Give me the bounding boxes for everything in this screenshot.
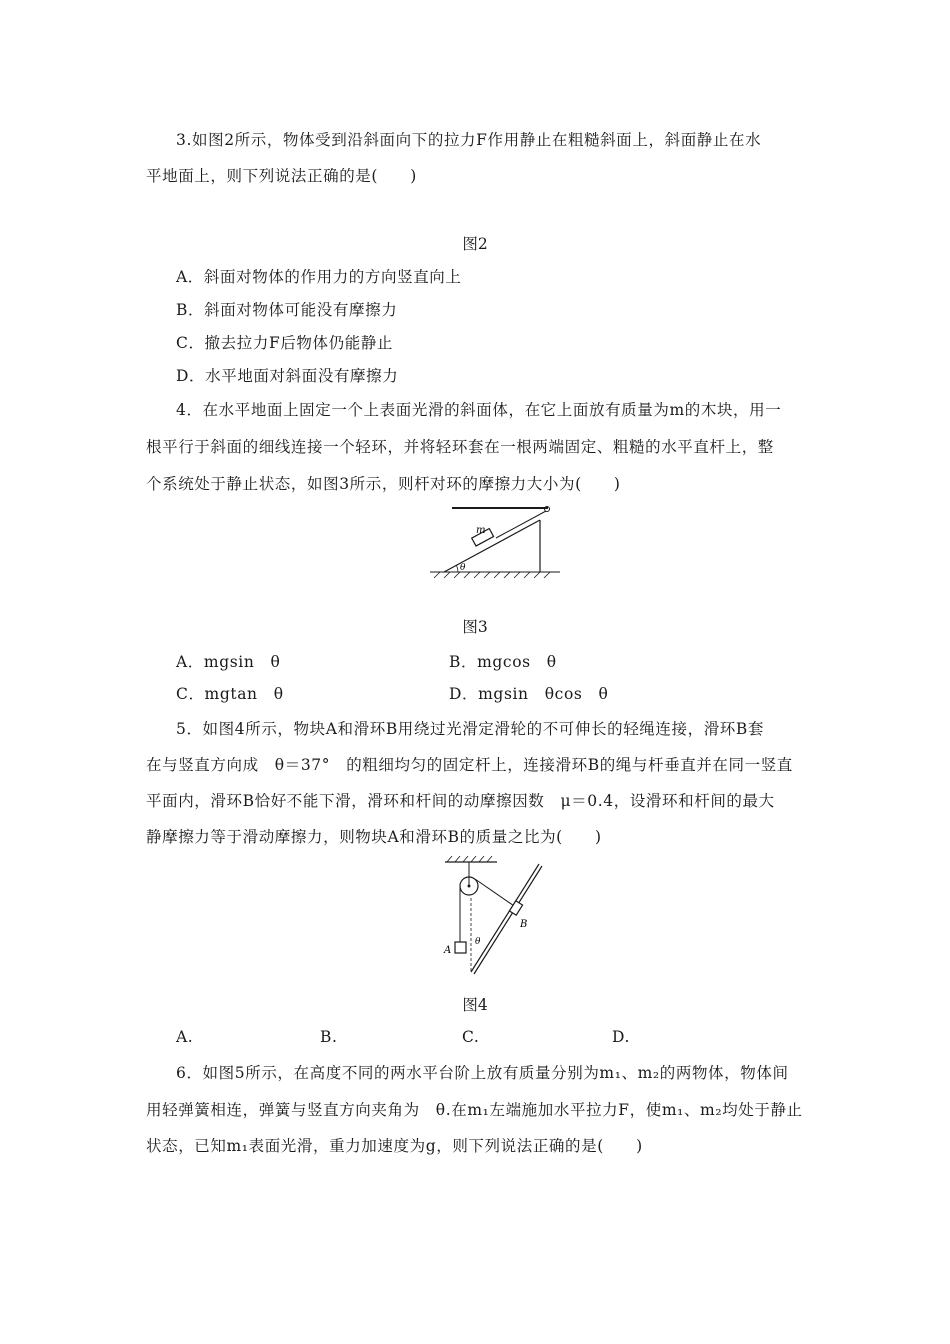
q4-option-b: B．mgcos θ — [449, 653, 557, 671]
q4-figure-caption: 图3 — [462, 618, 488, 636]
figure-4-pulley-diagram — [437, 856, 557, 978]
q5-line-2: 在与竖直方向成 θ＝37° 的粗细均匀的固定杆上，连接滑环B的绳与杆垂直并在同一竖直 — [146, 756, 793, 774]
q4-line-2: 根平行于斜面的细线连接一个轻环，并将轻环套在一根两端固定、粗糙的水平直杆上，整 — [146, 438, 774, 456]
q5-line-3: 平面内，滑环B恰好不能下滑，滑环和杆间的动摩擦因数 μ＝0.4，设滑环和杆间的最大 — [146, 792, 775, 810]
q5-line-1: 5．如图4所示，物块A和滑环B用绕过光滑定滑轮的不可伸长的轻绳连接，滑环B套 — [176, 720, 764, 738]
q5-line-4: 静摩擦力等于滑动摩擦力，则物块A和滑环B的质量之比为( ) — [146, 828, 602, 846]
figure-4-label-a: A — [444, 945, 452, 956]
q4-option-d: D．mgsin θcos θ — [449, 685, 609, 703]
q6-line-1: 6．如图5所示，在高度不同的两水平台阶上放有质量分别为m₁、m₂的两物体，物体间 — [176, 1064, 789, 1082]
figure-4-angle-label: θ — [475, 937, 481, 947]
q6-line-3: 状态，已知m₁表面光滑，重力加速度为g，则下列说法正确的是( ) — [146, 1137, 643, 1155]
q3-figure-caption: 图2 — [462, 235, 488, 253]
q4-option-c: C．mgtan θ — [176, 685, 284, 703]
figure-3-mass-label: m — [476, 525, 486, 536]
q4-line-1: 4．在水平地面上固定一个上表面光滑的斜面体，在它上面放有质量为m的木块，用一 — [176, 401, 782, 419]
q5-option-a: A. — [176, 1028, 194, 1046]
q3-line-2: 平地面上，则下列说法正确的是( ) — [146, 167, 417, 185]
q5-option-b: B. — [320, 1028, 338, 1046]
q5-figure-caption: 图4 — [462, 996, 488, 1014]
q5-option-d: D. — [612, 1028, 631, 1046]
q3-option-a: A．斜面对物体的作用力的方向竖直向上 — [176, 268, 462, 286]
q6-line-2: 用轻弹簧相连，弹簧与竖直方向夹角为 θ.在m₁左端施加水平拉力F，使m₁、m₂均处于静止 — [146, 1101, 803, 1119]
q3-option-b: B．斜面对物体可能没有摩擦力 — [176, 301, 398, 319]
q4-option-a: A．mgsin θ — [176, 653, 281, 671]
figure-3-incline-diagram — [430, 502, 560, 582]
q4-line-3: 个系统处于静止状态，如图3所示，则杆对环的摩擦力大小为( ) — [146, 475, 621, 493]
q3-option-c: C．撤去拉力F后物体仍能静止 — [176, 334, 394, 352]
q3-option-d: D．水平地面对斜面没有摩擦力 — [176, 367, 399, 385]
q3-line-1: 3.如图2所示，物体受到沿斜面向下的拉力F作用静止在粗糙斜面上，斜面静止在水 — [176, 131, 762, 149]
q5-option-c: C. — [462, 1028, 480, 1046]
figure-4-label-b: B — [520, 919, 528, 930]
figure-3-angle-label: θ — [460, 563, 466, 573]
